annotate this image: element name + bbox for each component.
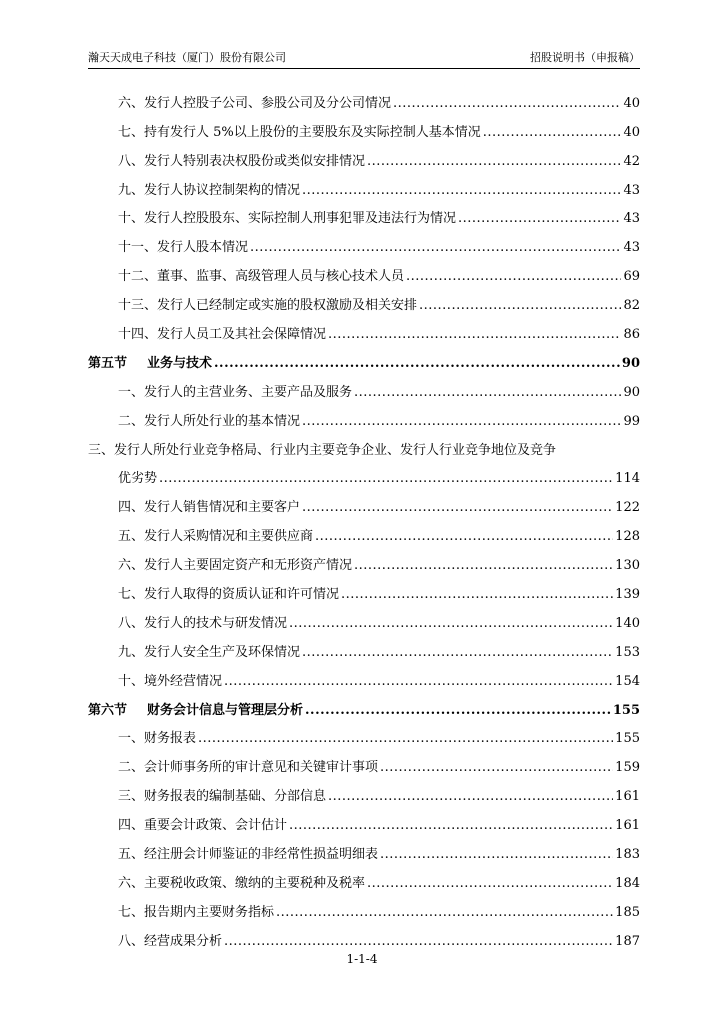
toc-page-number: 155 <box>612 702 640 718</box>
toc-entry-title: 优劣势 <box>118 471 158 487</box>
toc-dot-leader <box>224 673 613 691</box>
toc-dot-leader <box>305 702 611 720</box>
toc-page-number: 139 <box>615 587 640 603</box>
toc-page-number: 161 <box>615 789 640 805</box>
toc-entry-title <box>88 355 212 373</box>
toc-entry-title: 二、会计师事务所的审计意见和关键审计事项 <box>118 760 379 776</box>
toc-entry-row[interactable] <box>88 662 640 691</box>
toc-page-number: 153 <box>615 644 640 660</box>
toc-entry-row[interactable] <box>88 431 640 460</box>
toc-dot-leader <box>302 182 621 200</box>
toc-entry-row[interactable] <box>88 373 640 402</box>
toc-entry-title: 四、重要会计政策、会计估计 <box>118 818 288 834</box>
toc-page-number: 40 <box>623 124 640 140</box>
toc-section-row[interactable] <box>88 344 640 373</box>
toc-entry-title: 五、经注册会计师鉴证的非经常性损益明细表 <box>118 847 379 863</box>
toc-entry-row[interactable] <box>88 257 640 286</box>
toc-dot-leader <box>419 297 621 315</box>
toc-entry-title: 二、发行人所处行业的基本情况 <box>118 413 301 429</box>
page-number: 1-1-4 <box>346 952 378 966</box>
toc-entry-title: 一、财务报表 <box>118 731 197 747</box>
toc-page-number: 90 <box>621 355 640 371</box>
toc-dot-leader <box>224 933 613 951</box>
toc-entry-title: 七、报告期内主要财务指标 <box>118 904 275 920</box>
toc-dot-leader <box>302 413 621 431</box>
company-name: 瀚天天成电子科技（厦门）股份有限公司 <box>88 51 286 64</box>
toc-dot-leader <box>367 875 613 893</box>
toc-dot-leader <box>276 904 613 922</box>
toc-section-title: 财务会计信息与管理层分析 <box>147 702 304 718</box>
toc-dot-leader <box>198 730 613 748</box>
toc-page-number: 187 <box>615 933 640 949</box>
toc-entry-title: 十、发行人控股股东、实际控制人刑事犯罪及违法行为情况 <box>118 211 457 227</box>
toc-page-number: 42 <box>623 153 640 169</box>
toc-entry-title: 十二、董事、监事、高级管理人员与核心技术人员 <box>118 269 405 285</box>
toc-dot-leader <box>250 239 621 257</box>
toc-dot-leader <box>341 586 613 604</box>
toc-page-number: 159 <box>615 760 640 776</box>
toc-entry-row[interactable] <box>88 171 640 200</box>
toc-page-number: 86 <box>623 327 640 343</box>
toc-dot-leader <box>328 326 621 344</box>
toc-page-number: 140 <box>615 615 640 631</box>
toc-entry-title: 四、发行人销售情况和主要客户 <box>118 500 301 516</box>
toc-section-number: 第六节 <box>88 702 128 718</box>
toc-dot-leader <box>214 355 620 373</box>
toc-entry-title: 六、发行人主要固定资产和无形资产情况 <box>118 558 353 574</box>
toc-entry-row[interactable] <box>88 142 640 171</box>
toc-dot-leader <box>483 124 622 142</box>
table-of-contents <box>88 84 640 951</box>
toc-entry-row[interactable] <box>88 748 640 777</box>
toc-entry-row[interactable] <box>88 893 640 922</box>
toc-dot-leader <box>458 210 621 228</box>
toc-dot-leader <box>354 384 621 402</box>
toc-entry-title: 七、发行人取得的资质认证和许可情况 <box>118 587 340 603</box>
toc-entry-row[interactable] <box>88 84 640 113</box>
toc-page-number: 69 <box>623 269 640 285</box>
toc-dot-leader <box>367 153 621 171</box>
toc-page-number: 185 <box>615 904 640 920</box>
toc-entry-title: 六、发行人控股子公司、参股公司及分公司情况 <box>118 95 392 111</box>
toc-entry-title: 三、财务报表的编制基础、分部信息 <box>118 789 327 805</box>
toc-entry-row[interactable] <box>88 286 640 315</box>
toc-entry-title: 五、发行人采购情况和主要供应商 <box>118 529 314 545</box>
toc-entry-row[interactable] <box>88 604 640 633</box>
toc-page-number: 90 <box>623 384 640 400</box>
toc-page-number: 184 <box>615 875 640 891</box>
toc-entry-row[interactable] <box>88 835 640 864</box>
toc-entry-row[interactable] <box>88 200 640 229</box>
toc-entry-row[interactable] <box>88 922 640 951</box>
toc-page-number: 155 <box>615 731 640 747</box>
toc-entry-title: 三、发行人所处行业竞争格局、行业内主要竞争企业、发行人行业竞争地位及竞争 <box>88 442 557 458</box>
toc-dot-leader <box>315 528 613 546</box>
toc-entry-row[interactable] <box>88 575 640 604</box>
toc-entry-title: 十一、发行人股本情况 <box>118 240 249 256</box>
toc-entry-title: 八、发行人的技术与研发情况 <box>118 615 288 631</box>
toc-page-number: 43 <box>623 240 640 256</box>
toc-entry-title: 一、发行人的主营业务、主要产品及服务 <box>118 384 353 400</box>
toc-entry-title: 十三、发行人已经制定或实施的股权激励及相关安排 <box>118 298 418 314</box>
toc-dot-leader <box>393 95 621 113</box>
toc-entry-row[interactable] <box>88 864 640 893</box>
toc-entry-title: 九、发行人安全生产及环保情况 <box>118 644 301 660</box>
toc-dot-leader <box>406 268 621 286</box>
document-type: 招股说明书（申报稿） <box>530 51 640 64</box>
toc-entry-row[interactable] <box>88 806 640 835</box>
toc-page-number: 99 <box>623 413 640 429</box>
header-rule <box>88 68 640 69</box>
toc-entry-row[interactable] <box>88 113 640 142</box>
toc-entry-title: 八、发行人特别表决权股份或类似安排情况 <box>118 153 366 169</box>
toc-section-title: 业务与技术 <box>147 355 213 371</box>
toc-page-number: 122 <box>615 500 640 516</box>
toc-dot-leader <box>380 759 613 777</box>
toc-entry-row[interactable] <box>88 488 640 517</box>
toc-dot-leader <box>380 846 613 864</box>
toc-dot-leader <box>159 470 613 488</box>
toc-dot-leader <box>328 788 613 806</box>
toc-page-number: 161 <box>615 818 640 834</box>
toc-entry-title: 九、发行人协议控制架构的情况 <box>118 182 301 198</box>
toc-section-row[interactable] <box>88 691 640 720</box>
toc-dot-leader <box>302 644 613 662</box>
toc-page-number: 130 <box>615 558 640 574</box>
toc-dot-leader <box>354 557 613 575</box>
toc-page-number: 183 <box>615 847 640 863</box>
toc-page-number: 40 <box>623 95 640 111</box>
toc-dot-leader <box>289 615 613 633</box>
toc-entry-row[interactable] <box>88 546 640 575</box>
toc-entry-title: 十四、发行人员工及其社会保障情况 <box>118 327 327 343</box>
toc-entry-row[interactable] <box>88 315 640 344</box>
toc-page-number: 128 <box>615 529 640 545</box>
toc-entry-row[interactable] <box>88 228 640 257</box>
page-header <box>88 50 640 72</box>
toc-page-number: 114 <box>615 471 640 487</box>
toc-dot-leader <box>302 499 613 517</box>
toc-entry-row[interactable] <box>88 402 640 431</box>
toc-entry-row[interactable] <box>88 460 640 489</box>
toc-page-number: 154 <box>615 673 640 689</box>
toc-entry-title <box>88 702 303 720</box>
toc-entry-row[interactable] <box>88 720 640 749</box>
toc-entry-title: 八、经营成果分析 <box>118 933 223 949</box>
toc-section-number: 第五节 <box>88 355 128 371</box>
toc-dot-leader <box>289 817 613 835</box>
toc-entry-row[interactable] <box>88 777 640 806</box>
toc-page-number: 43 <box>623 211 640 227</box>
toc-entry-title: 六、主要税收政策、缴纳的主要税种及税率 <box>118 875 366 891</box>
toc-entry-title: 七、持有发行人 5%以上股份的主要股东及实际控制人基本情况 <box>118 124 481 140</box>
toc-page-number: 43 <box>623 182 640 198</box>
toc-entry-row[interactable] <box>88 517 640 546</box>
toc-page-number: 82 <box>623 298 640 314</box>
toc-entry-title: 十、境外经营情况 <box>118 673 223 689</box>
toc-entry-row[interactable] <box>88 633 640 662</box>
